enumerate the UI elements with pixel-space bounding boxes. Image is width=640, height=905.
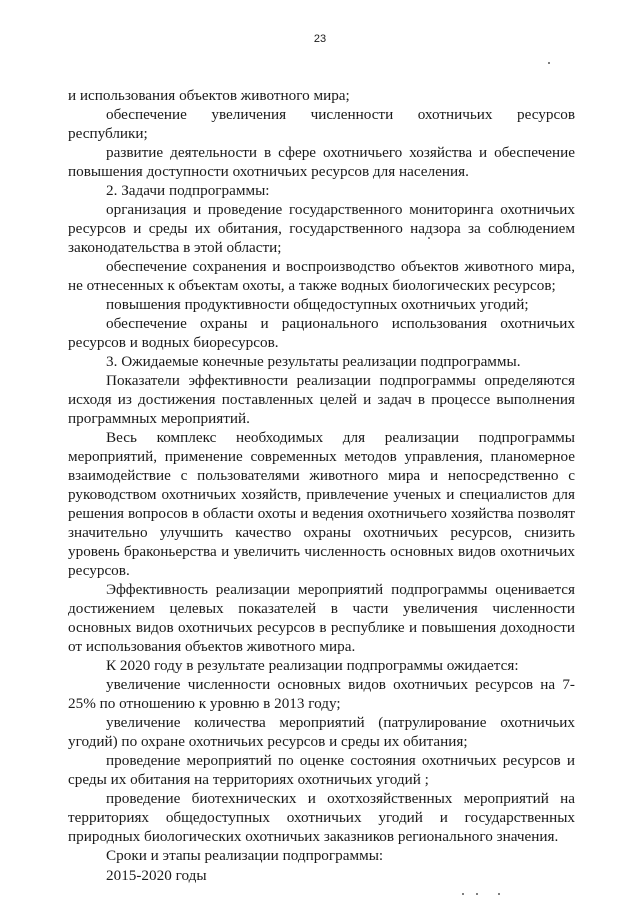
paragraph: проведение мероприятий по оценке состояния охотничьих ресурсов и среды их обитания на территориях охотничьих угодий ; [68,752,575,788]
paragraph: увеличение численности основных видов охотничьих ресурсов на 7-25% по отношению к уровню в 2013 году; [68,676,575,712]
scan-speck [462,893,464,895]
paragraph: К 2020 году в результате реализации подпрограммы ожидается: [106,657,519,674]
paragraph: организация и проведение государственного мониторинга охотничьих ресурсов и среды их обитания, государственного надзора за соблюдением законодательства в этой области; [68,201,575,256]
section-heading: 3. Ожидаемые конечные результаты реализации подпрограммы. [106,353,521,370]
scan-speck [428,237,430,239]
paragraph: развитие деятельности в сфере охотничьего хозяйства и обеспечение повышения доступности охотничьих ресурсов для населения. [68,144,575,180]
scan-speck [548,62,550,64]
paragraph: 2015-2020 годы [106,867,207,884]
scan-speck [476,893,478,895]
paragraph: обеспечение сохранения и воспроизводство объектов животного мира, не отнесенных к объектам охоты, а также водных биологических ресурсов; [68,258,575,294]
page-number: 23 [313,33,327,45]
scan-speck [498,893,500,895]
paragraph: проведение биотехнических и охотхозяйственных мероприятий на территориях общедоступных охотничьих угодий и государственных природных биологических охотничьих заказников регионального значения. [68,790,575,845]
paragraph: и использования объектов животного мира; [68,87,350,104]
paragraph: обеспечение увеличения численности охотничьих ресурсов республики; [68,106,575,142]
paragraph: Эффективность реализации мероприятий подпрограммы оценивается достижением целевых показателей в части увеличения численности основных видов охотничьих ресурсов в республике и повышения доходности от использования объектов животного мира. [68,581,575,655]
paragraph: Сроки и этапы реализации подпрограммы: [106,847,384,864]
document-body [68,86,575,885]
paragraph: увеличение количества мероприятий (патрулирование охотничьих угодий) по охране охотничьих ресурсов и среды их обитания; [68,714,575,750]
paragraph: Показатели эффективности реализации подпрограммы определяются исходя из достижения поставленных целей и задач в процессе выполнения программных мероприятий. [68,372,575,427]
section-heading: 2. Задачи подпрограммы: [106,182,270,199]
paragraph: Весь комплекс необходимых для реализации подпрограммы мероприятий, применение современных методов управления, планомерное взаимодействие с пользователями животного мира и непосредственно с руководством охотничьих хозяйств, привлечение ученых и специалистов для решения вопросов в области охоты и ведения охотничьего хозяйства позволят значительно улучшить качество охраны охотничьих ресурсов, снизить уровень браконьерства и увеличить численность основных видов охотничьих ресурсов. [68,429,575,579]
paragraph: обеспечение охраны и рационального использования охотничьих ресурсов и водных биоресурсов. [68,315,575,351]
paragraph: повышения продуктивности общедоступных охотничьих угодий; [106,296,529,313]
